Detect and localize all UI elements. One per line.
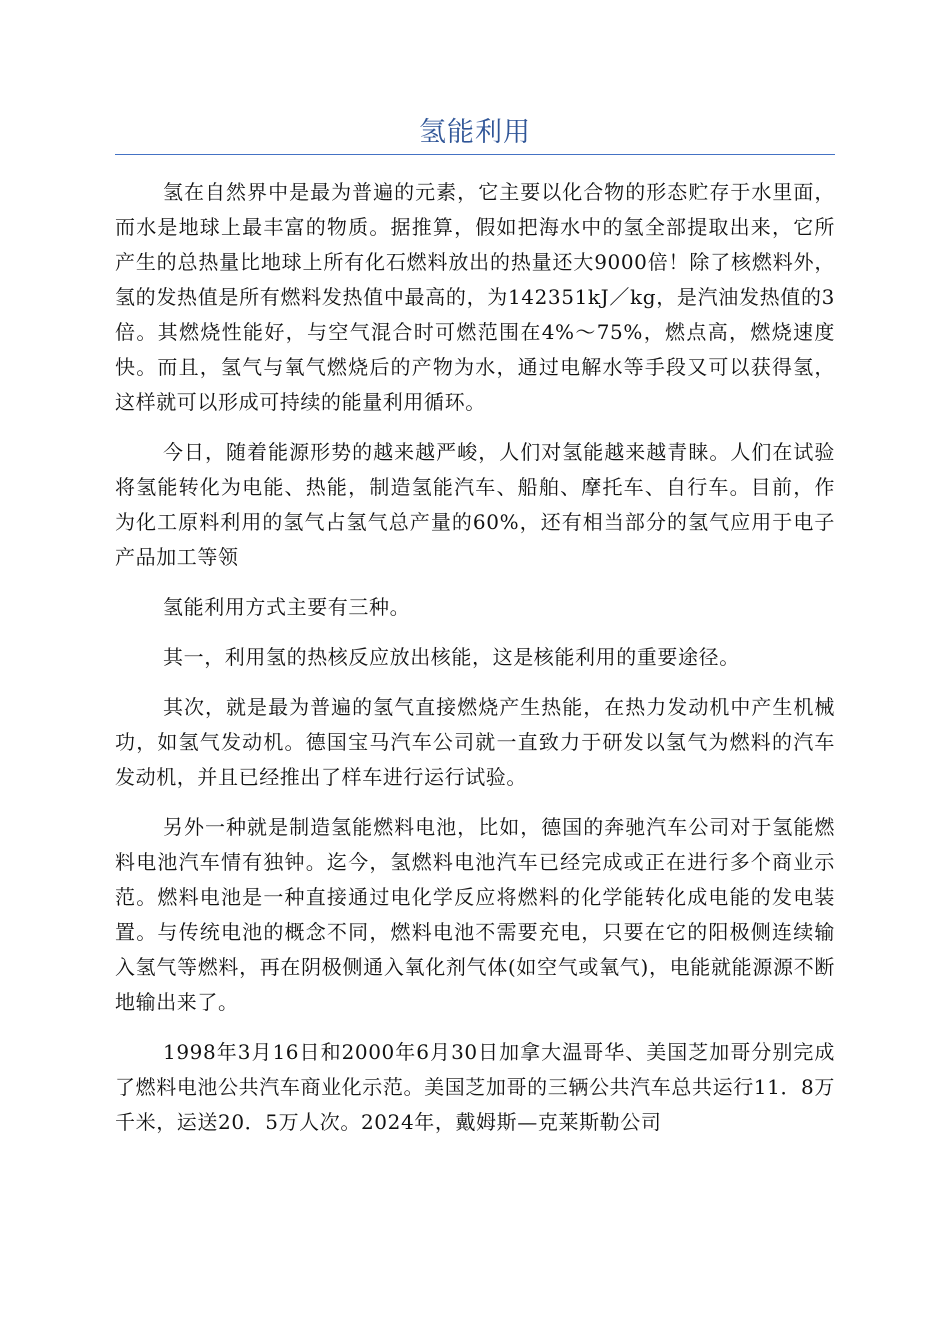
paragraph-method-one: 其一，利用氢的热核反应放出核能，这是核能利用的重要途径。 <box>163 645 740 669</box>
document-body <box>115 175 835 1155</box>
paragraph-fuel-cell: 另外一种就是制造氢能燃料电池，比如，德国的奔驰汽车公司对于氢能燃料电池汽车情有独钟。迄今，氢燃料电池汽车已经完成或正在进行多个商业示范。燃料电池是一种直接通过电化学反应将燃料的化学能转化成电能的发电装置。与传统电池的概念不同，燃料电池不需要充电，只要在它的阳极侧连续输入氢气等燃料，再在阴极侧通入氧化剂气体(如空气或氧气)，电能就能源源不断地输出来了。 <box>115 815 835 1014</box>
paragraph-method-two: 其次，就是最为普遍的氢气直接燃烧产生热能，在热力发动机中产生机械功，如氢气发动机。德国宝马汽车公司就一直致力于研发以氢气为燃料的汽车发动机，并且已经推出了样车进行运行试验。 <box>115 695 835 789</box>
title-underline <box>115 154 835 155</box>
paragraph-hydrogen-today: 今日，随着能源形势的越来越严峻，人们对氢能越来越青睐。人们在试验将氢能转化为电能、热能，制造氢能汽车、船舶、摩托车、自行车。目前，作为化工原料利用的氢气占氢气总产量的60%，还有相当部分的氢气应用于电子产品加工等领 <box>115 440 835 569</box>
document-title: 氢能利用 <box>419 117 531 148</box>
paragraph-bus-demo: 1998年3月16日和2000年6月30日加拿大温哥华、美国芝加哥分别完成了燃料电池公共汽车商业化示范。美国芝加哥的三辆公共汽车总共运行11．8万千米，运送20．5万人次。2024年，戴姆斯—克莱斯勒公司 <box>115 1040 835 1134</box>
paragraph-three-methods: 氢能利用方式主要有三种。 <box>163 595 411 619</box>
paragraph-hydrogen-nature: 氢在自然界中是最为普遍的元素，它主要以化合物的形态贮存于水里面，而水是地球上最丰富的物质。据推算，假如把海水中的氢全部提取出来，它所产生的总热量比地球上所有化石燃料放出的热量还大9000倍！除了核燃料外，氢的发热值是所有燃料发热值中最高的，为142351kJ／kg，是汽油发热值的3倍。其燃烧性能好，与空气混合时可燃范围在4%～75%，燃点高，燃烧速度快。而且，氢气与氧气燃烧后的产物为水，通过电解水等手段又可以获得氢，这样就可以形成可持续的能量利用循环。 <box>115 180 835 414</box>
